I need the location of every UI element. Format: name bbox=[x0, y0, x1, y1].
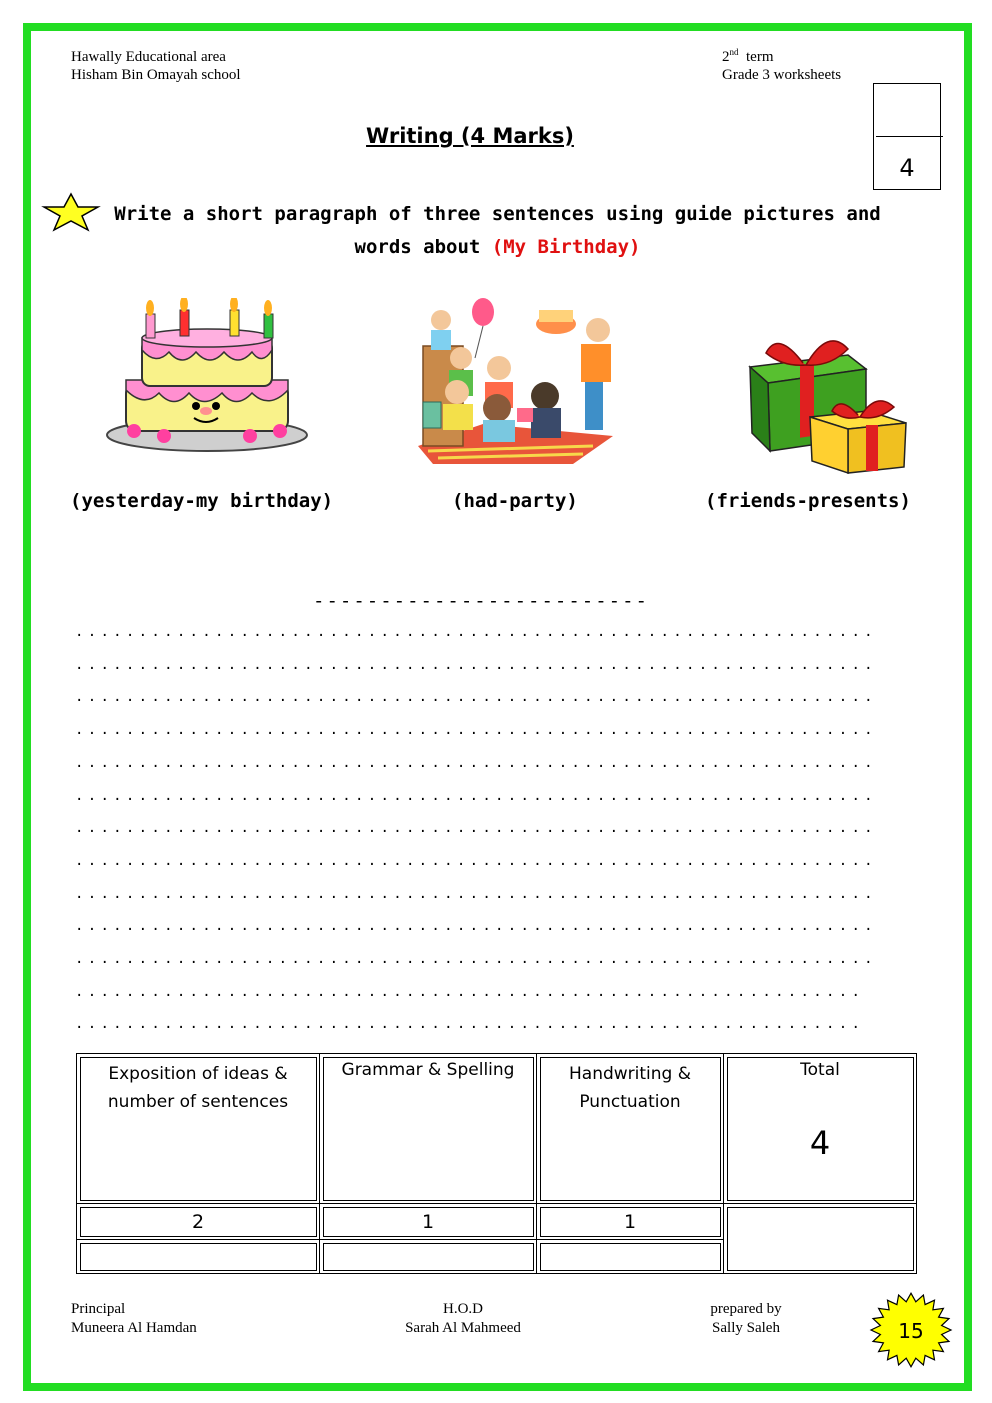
writing-line[interactable]: ............................................................... bbox=[75, 624, 877, 640]
score-total-cell[interactable] bbox=[724, 1204, 917, 1274]
total-value: 4 bbox=[809, 1124, 831, 1162]
principal-title: Principal bbox=[71, 1301, 126, 1317]
page-number-badge bbox=[866, 1288, 956, 1372]
writing-line[interactable]: ............................................................... bbox=[75, 722, 877, 739]
writing-line[interactable]: ............................................................... bbox=[75, 656, 877, 673]
rubric-header-handwriting: Handwriting & Punctuation bbox=[537, 1054, 724, 1204]
rubric-header-grammar: Grammar & Spelling bbox=[320, 1054, 537, 1204]
instruction bbox=[100, 198, 895, 264]
page-number: 15 bbox=[898, 1319, 924, 1343]
header-right bbox=[722, 48, 841, 84]
instruction-topic: (My Birthday) bbox=[491, 236, 641, 258]
educational-area: Hawally Educational area bbox=[71, 49, 226, 65]
mark-exposition: 2 bbox=[77, 1204, 320, 1240]
writing-line[interactable]: ............................................................... bbox=[75, 852, 877, 869]
birthday-cake-icon bbox=[104, 298, 310, 458]
mark-grammar: 1 bbox=[320, 1204, 537, 1240]
prepared-title: prepared by bbox=[710, 1301, 782, 1317]
header-left bbox=[71, 48, 241, 84]
writing-line[interactable]: ............................................................... bbox=[75, 885, 877, 902]
rubric-header-total bbox=[724, 1054, 917, 1204]
party-icon bbox=[413, 296, 613, 466]
writing-line[interactable]: ............................................................... bbox=[75, 918, 877, 935]
school-name: Hisham Bin Omayah school bbox=[71, 67, 241, 83]
caption-birthday: (yesterday-my birthday) bbox=[70, 490, 334, 512]
caption-party: (had-party) bbox=[452, 490, 578, 512]
star-icon bbox=[40, 192, 102, 232]
instruction-text: Write a short paragraph of three sentences using guide pictures and words about bbox=[114, 203, 881, 258]
score-grammar-cell[interactable] bbox=[320, 1240, 537, 1274]
score-handwriting-cell[interactable] bbox=[537, 1240, 724, 1274]
paragraph-title-line[interactable]: ------------------------- bbox=[313, 590, 649, 612]
hod-title: H.O.D bbox=[443, 1301, 483, 1317]
writing-line[interactable]: ............................................................... bbox=[75, 787, 877, 804]
writing-line[interactable]: ............................................................... bbox=[75, 951, 877, 967]
term-label: 2nd term bbox=[722, 47, 774, 65]
rubric-header-row bbox=[77, 1054, 917, 1204]
mark-box bbox=[873, 83, 941, 190]
principal-name: Muneera Al Hamdan bbox=[71, 1320, 197, 1336]
hod-name: Sarah Al Mahmeed bbox=[405, 1320, 521, 1336]
writing-line[interactable]: ............................................................... bbox=[75, 754, 877, 771]
footer-hod bbox=[398, 1300, 528, 1338]
caption-presents: (friends-presents) bbox=[705, 490, 911, 512]
mark-box-divider bbox=[876, 136, 943, 137]
total-label: Total bbox=[800, 1060, 840, 1080]
writing-line[interactable]: ............................................................... bbox=[75, 820, 877, 837]
mark-box-value: 4 bbox=[899, 154, 915, 182]
rubric-table bbox=[76, 1053, 917, 1274]
mark-handwriting: 1 bbox=[537, 1204, 724, 1240]
rubric-header-exposition: Exposition of ideas & number of sentences bbox=[77, 1054, 320, 1204]
footer-principal bbox=[71, 1300, 197, 1338]
page-title: Writing (4 Marks) bbox=[366, 124, 574, 148]
writing-line[interactable]: .............................................................. bbox=[75, 983, 865, 1000]
footer-prepared bbox=[704, 1300, 788, 1338]
score-exposition-cell[interactable] bbox=[77, 1240, 320, 1274]
grade-label: Grade 3 worksheets bbox=[722, 67, 842, 83]
rubric-marks-row bbox=[77, 1204, 917, 1240]
writing-line[interactable]: ............................................................... bbox=[75, 689, 877, 706]
prepared-name: Sally Saleh bbox=[712, 1320, 780, 1336]
presents-icon bbox=[748, 325, 908, 475]
writing-line[interactable]: .............................................................. bbox=[75, 1016, 865, 1033]
